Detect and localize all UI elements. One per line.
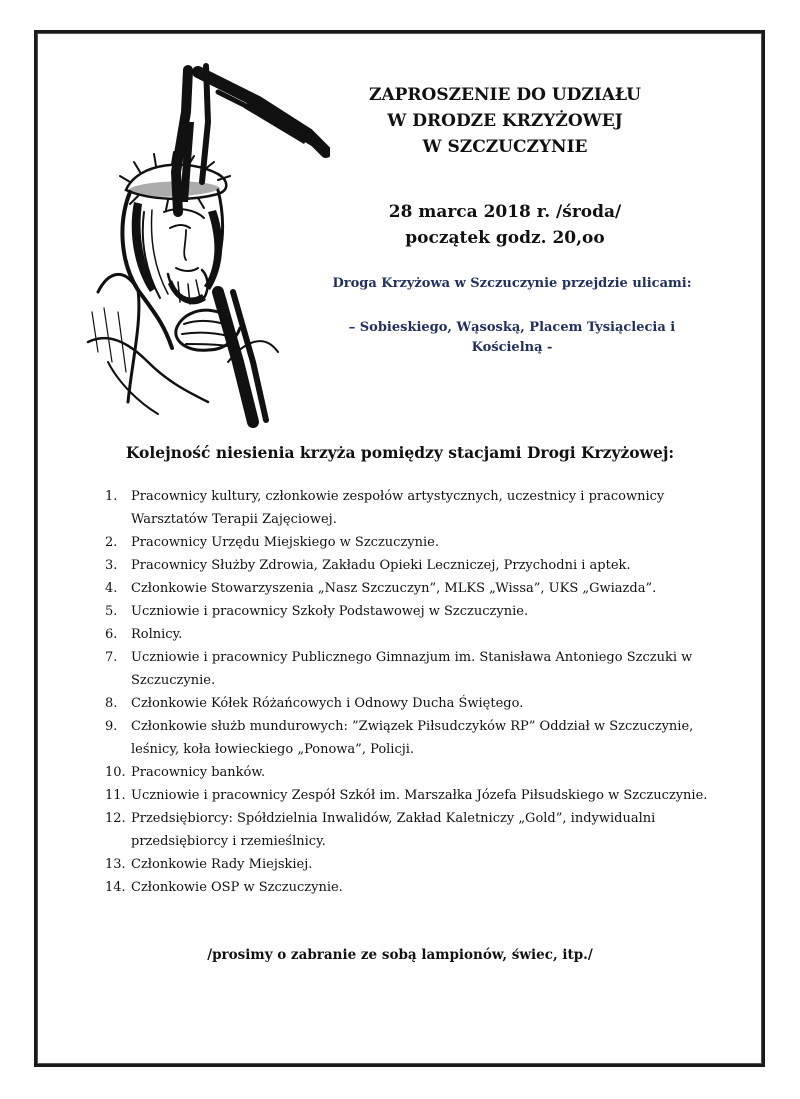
list-item-text: Przedsiębiorcy: Spółdzielnia Inwalidów, Zakład Kaletniczy „Gold”, indywidualni przedsiębiorcy i rzemieślnicy. [131, 811, 656, 849]
invitation-title [330, 82, 680, 160]
list-item-number: 13. [105, 857, 126, 872]
list-item [105, 646, 715, 692]
list-item-number: 11. [105, 788, 126, 803]
event-date [330, 199, 680, 251]
list-item-number: 12. [105, 811, 126, 826]
list-item [105, 600, 715, 623]
route-intro: Droga Krzyżowa w Szczuczynie przejdzie ulicami: [332, 276, 692, 291]
list-item-text: Członkowie Stowarzyszenia „Nasz Szczuczyn”, MLKS „Wissa”, UKS „Gwiazda”. [131, 581, 657, 596]
list-item-number: 14. [105, 880, 126, 895]
list-item [105, 554, 715, 577]
list-item [105, 876, 715, 899]
list-item-text: Pracownicy banków. [131, 765, 266, 780]
date-line: 28 marca 2018 r. /środa/ [388, 202, 622, 222]
title-line-1: ZAPROSZENIE DO UDZIAŁU [369, 85, 641, 105]
list-item [105, 784, 715, 807]
footer-note: /prosimy o zabranie ze sobą lampionów, świec, itp./ [207, 947, 593, 963]
title-line-3: W SZCZUCZYNIE [422, 137, 588, 157]
list-item [105, 531, 715, 554]
list-item-number: 7. [105, 650, 118, 665]
title-line-2: W DRODZE KRZYŻOWEJ [387, 111, 623, 131]
list-item-text: Uczniowie i pracownicy Zespół Szkół im. Marszałka Józefa Piłsudskiego w Szczuczynie. [131, 788, 708, 803]
start-time-line: początek godz. 20,oo [405, 228, 605, 248]
list-item [105, 715, 715, 761]
cross-bearers-list [105, 485, 715, 899]
list-item-number: 1. [105, 489, 118, 504]
list-item-text: Rolnicy. [131, 627, 183, 642]
list-item-text: Uczniowie i pracownicy Szkoły Podstawowej w Szczuczynie. [131, 604, 529, 619]
route-streets-line-1: – Sobieskiego, Wąsoską, Placem Tysiąclecia i [348, 320, 676, 335]
list-item [105, 807, 715, 853]
list-item-number: 9. [105, 719, 118, 734]
list-item [105, 692, 715, 715]
list-item [105, 485, 715, 531]
list-item-text: Członkowie OSP w Szczuczynie. [131, 880, 343, 895]
list-item-number: 2. [105, 535, 118, 550]
list-item-text: Członkowie Rady Miejskiej. [131, 857, 313, 872]
route-streets [302, 318, 722, 358]
route-streets-line-2: Kościelną - [471, 340, 553, 355]
list-item-text: Pracownicy kultury, członkowie zespołów artystycznych, uczestnicy i pracownicy Warsztatów Terapii Zajęciowej. [131, 489, 665, 527]
list-item-number: 3. [105, 558, 118, 573]
list-item-text: Członkowie służb mundurowych: ”Związek Piłsudczyków RP” Oddział w Szczuczynie, leśnicy, koła łowieckiego „Ponowa”, Policji. [131, 719, 694, 757]
list-item-number: 4. [105, 581, 118, 596]
jesus-carrying-cross-illustration [68, 62, 330, 428]
list-item-number: 8. [105, 696, 118, 711]
list-item-text: Uczniowie i pracownicy Publicznego Gimnazjum im. Stanisława Antoniego Szczuki w Szczuczynie. [131, 650, 693, 688]
list-item-number: 5. [105, 604, 118, 619]
list-item [105, 761, 715, 784]
list-item-text: Pracownicy Służby Zdrowia, Zakładu Opieki Leczniczej, Przychodni i aptek. [131, 558, 631, 573]
list-item [105, 577, 715, 600]
section-heading: Kolejność niesienia krzyża pomiędzy stacjami Drogi Krzyżowej: [125, 443, 675, 462]
list-item-number: 6. [105, 627, 118, 642]
list-item [105, 623, 715, 646]
list-item [105, 853, 715, 876]
list-item-text: Członkowie Kółek Różańcowych i Odnowy Ducha Świętego. [131, 696, 524, 711]
list-item-text: Pracownicy Urzędu Miejskiego w Szczuczynie. [131, 535, 439, 550]
list-item-number: 10. [105, 765, 126, 780]
